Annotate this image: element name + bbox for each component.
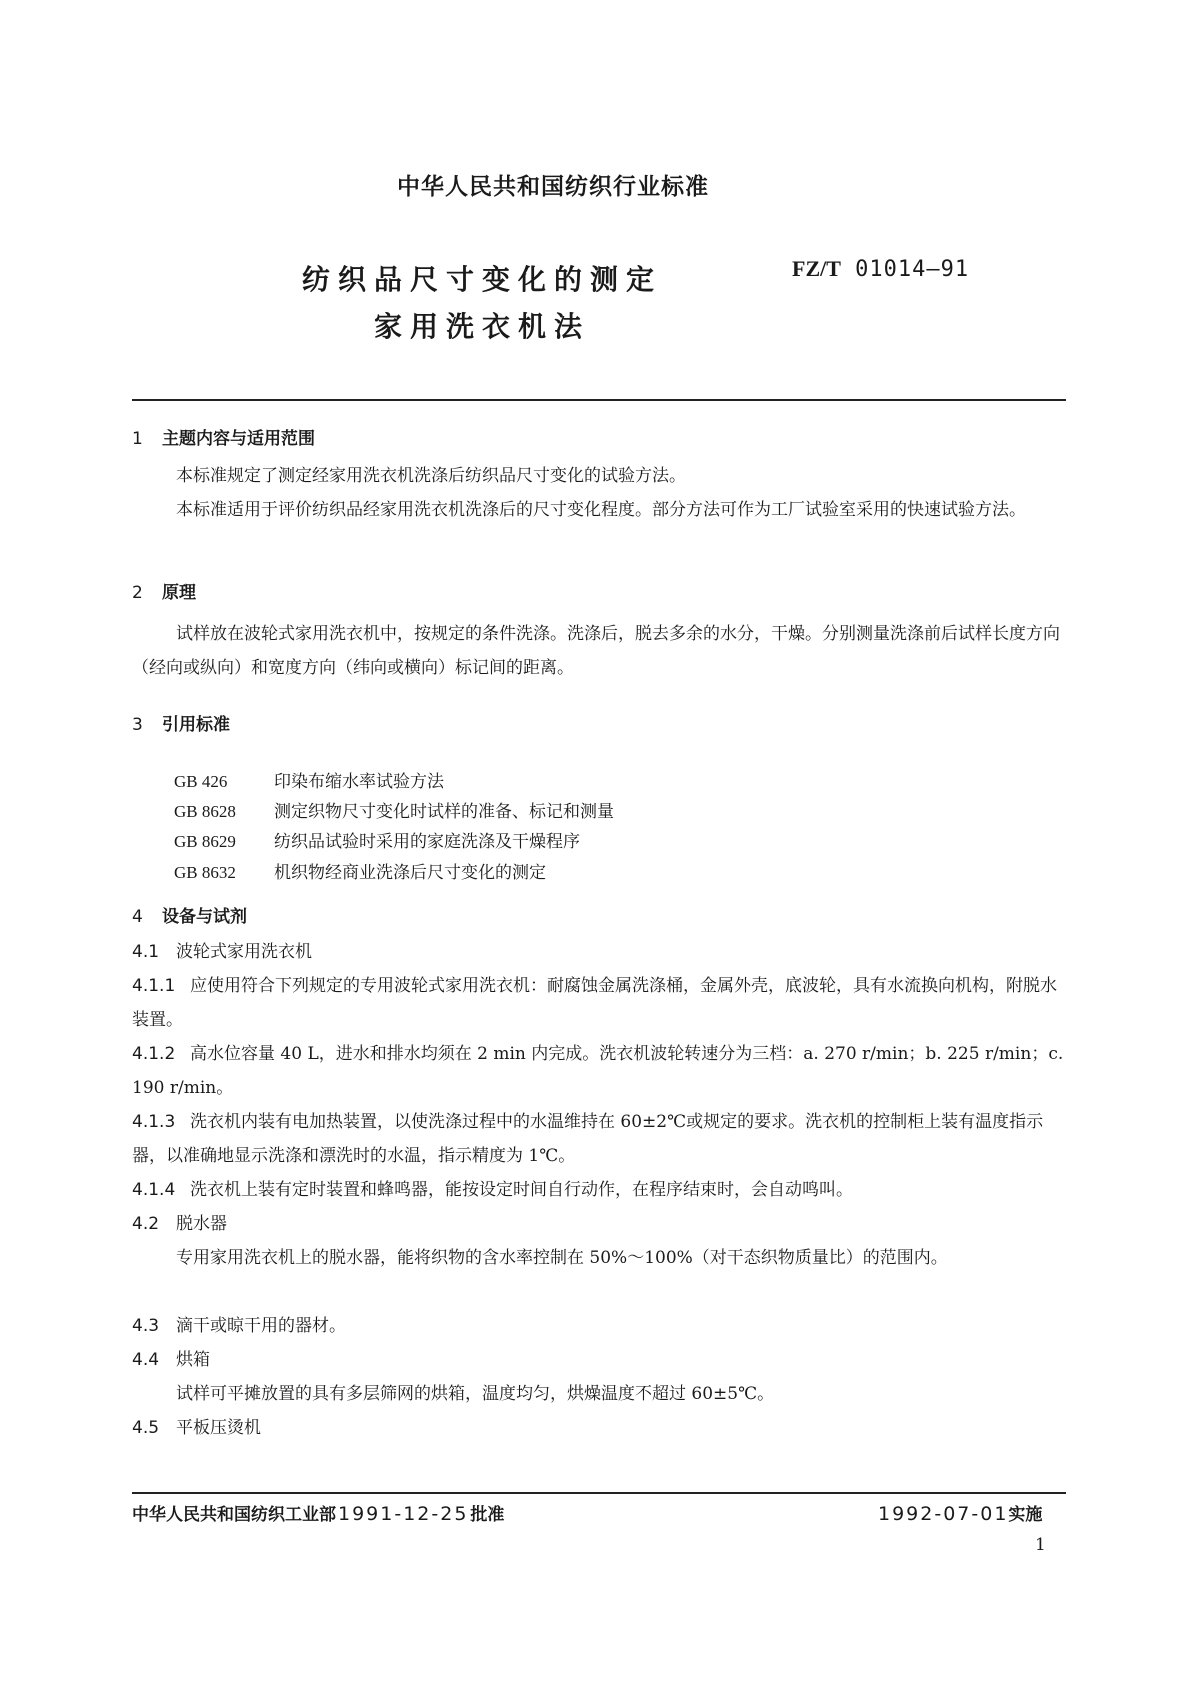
standard-number: 01014—91 <box>855 257 970 282</box>
reference-code: GB 8629 <box>174 832 236 851</box>
clause-4-1-1 <box>132 969 1066 1037</box>
clause-text: 波轮式家用洗衣机 <box>176 942 312 962</box>
reference-title: 印染布缩水率试验方法 <box>274 772 444 792</box>
clause-4-1-2 <box>132 1037 1066 1105</box>
clause-text: 脱水器 <box>176 1214 227 1234</box>
section-title: 引用标准 <box>162 715 230 735</box>
clause-4-5 <box>132 1411 1066 1445</box>
clause-number: 4.3 <box>132 1316 160 1336</box>
clause-text: 平板压烫机 <box>176 1418 261 1438</box>
clause-4-1-3 <box>132 1105 1066 1173</box>
reference-item <box>174 858 546 883</box>
section-3-heading <box>132 710 230 735</box>
section-4-heading <box>132 902 247 927</box>
clause-4-2-body: 专用家用洗衣机上的脱水器，能将织物的含水率控制在 50%～100%（对干态织物质量比）的范围内。 <box>176 1248 948 1268</box>
header-divider <box>132 399 1066 401</box>
clause-number: 4.5 <box>132 1418 160 1438</box>
reference-code: GB 8632 <box>174 863 236 882</box>
section-title: 原理 <box>162 583 196 603</box>
effective-line <box>878 1500 1042 1525</box>
organization-heading: 中华人民共和国纺织行业标准 <box>397 174 709 200</box>
reference-title: 测定织物尺寸变化时试样的准备、标记和测量 <box>274 802 614 822</box>
footer-divider <box>132 1492 1066 1494</box>
section-title: 设备与试剂 <box>162 907 247 927</box>
approval-line <box>132 1500 504 1525</box>
effective-date: 1992-07-01 <box>878 1503 1009 1525</box>
section-number: 2 <box>132 583 143 603</box>
clause-number: 4.2 <box>132 1214 160 1234</box>
section-number: 4 <box>132 907 143 927</box>
clause-4-4 <box>132 1343 1066 1377</box>
clause-4-4-body: 试样可平摊放置的具有多层筛网的烘箱，温度均匀，烘燥温度不超过 60±5℃。 <box>176 1384 775 1404</box>
reference-code: GB 8628 <box>174 802 236 821</box>
document-title-line1: 纺织品尺寸变化的测定 <box>301 263 662 296</box>
reference-title: 纺织品试验时采用的家庭洗涤及干燥程序 <box>274 832 580 852</box>
reference-item <box>174 827 580 852</box>
reference-item <box>174 767 444 792</box>
section-title: 主题内容与适用范围 <box>162 429 315 449</box>
standard-code <box>792 256 969 282</box>
clause-text: 洗衣机内装有电加热装置，以使洗涤过程中的水温维持在 60±2℃或规定的要求。洗衣机的控制柜上装有温度指示器，以准确地显示洗涤和漂洗时的水温，指示精度为 1℃。 <box>132 1112 1044 1166</box>
clause-number: 4.1.4 <box>132 1180 176 1200</box>
section-1-paragraph-2: 本标准适用于评价纺织品经家用洗衣机洗涤后的尺寸变化程度。部分方法可作为工厂试验室采用的快速试验方法。 <box>176 500 1026 520</box>
section-2-heading <box>132 578 196 603</box>
clause-text: 滴干或晾干用的器材。 <box>176 1316 346 1336</box>
section-2-paragraph: 试样放在波轮式家用洗衣机中，按规定的条件洗涤。洗涤后，脱去多余的水分，干燥。分别测量洗涤前后试样长度方向（经向或纵向）和宽度方向（纬向或横向）标记间的距离。 <box>132 624 1060 678</box>
clause-4-3 <box>132 1309 1066 1343</box>
clause-number: 4.1.2 <box>132 1044 176 1064</box>
section-1-heading <box>132 424 315 449</box>
issuer: 中华人民共和国纺织工业部 <box>132 1505 336 1525</box>
section-1-paragraph-1: 本标准规定了测定经家用洗衣机洗涤后纺织品尺寸变化的试验方法。 <box>176 466 686 486</box>
section-number: 1 <box>132 429 143 449</box>
document-title-line2: 家用洗衣机法 <box>373 310 590 343</box>
reference-title: 机织物经商业洗涤后尺寸变化的测定 <box>274 863 546 883</box>
clause-4-1 <box>132 935 1066 969</box>
approve-label: 批准 <box>470 1505 505 1525</box>
approve-date: 1991-12-25 <box>338 1503 469 1525</box>
effective-label: 实施 <box>1008 1505 1043 1525</box>
clause-text: 高水位容量 40 L，进水和排水均须在 2 min 内完成。洗衣机波轮转速分为三档：a. 270 r/min；b. 225 r/min；c. 190 r/min。 <box>132 1044 1064 1098</box>
clause-number: 4.1.3 <box>132 1112 176 1132</box>
reference-code: GB 426 <box>174 772 228 791</box>
clause-number: 4.1.1 <box>132 976 176 996</box>
clause-number: 4.4 <box>132 1350 160 1370</box>
clause-number: 4.1 <box>132 942 160 962</box>
clause-4-1-4 <box>132 1173 1066 1207</box>
clause-text: 应使用符合下列规定的专用波轮式家用洗衣机：耐腐蚀金属洗涤桶，金属外壳，底波轮，具有水流换向机构，附脱水装置。 <box>132 976 1057 1030</box>
clause-text: 洗衣机上装有定时装置和蜂鸣器，能按设定时间自行动作，在程序结束时，会自动鸣叫。 <box>190 1180 853 1200</box>
reference-item <box>174 797 614 822</box>
standard-prefix: FZ/T <box>792 256 841 281</box>
clause-4-2 <box>132 1207 1066 1241</box>
section-number: 3 <box>132 715 143 735</box>
clause-text: 烘箱 <box>176 1350 210 1370</box>
page-number: 1 <box>1035 1535 1046 1555</box>
